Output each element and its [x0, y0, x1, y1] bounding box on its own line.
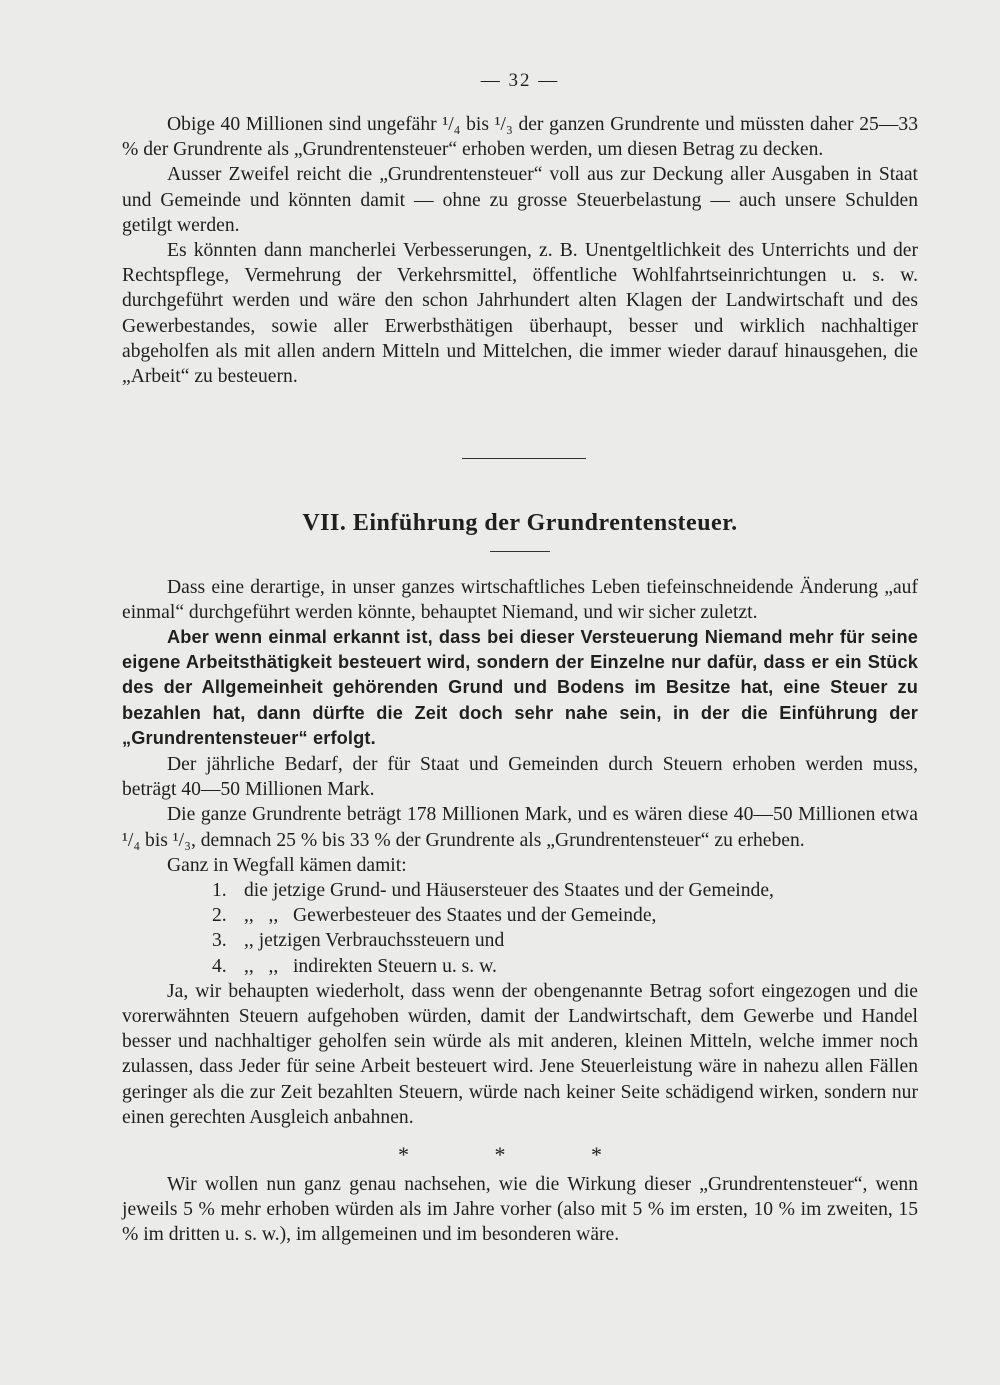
list-item: 3. ,, jetzigen Verbrauchssteuern und [212, 930, 505, 952]
list-item: 2. ,, ,, Gewerbesteuer des Staates und der Gemeinde, [212, 905, 657, 927]
heading-underline [490, 551, 550, 552]
paragraph: Es könnten dann mancherlei Verbesserungen, z. B. Unentgeltlichkeit des Unterrichts und der Rechtspflege, Vermehrung der Verkehrsmittel, öffentliche Wohlfahrtseinrichtungen u. s. w. durchgeführt werden und wäre den schon Jahrhundert alten Klagen der Landwirtschaft und des Gewerbestandes, sowie aller Erwerbsthätigen überhaupt, besser und wirklich nachhaltiger abgeholfen als mit allen andern Mitteln und Mittelchen, die immer wieder darauf hinausgehen, die „Arbeit“ zu besteuern. [122, 240, 918, 388]
tax-list [122, 878, 918, 979]
list-item: 1. die jetzige Grund- und Häusersteuer des Staates und der Gemeinde, [212, 880, 774, 902]
paragraph: Ja, wir behaupten wiederholt, dass wenn der obengenannte Betrag sofort eingezogen und die vorerwähnten Steuern aufgehoben würden, damit der Landwirtschaft, dem Gewerbe und Handel besser und nachhaltiger geholfen sein würde als mit anderen, kleinen Mitteln, welche immer noch zulassen, dass Jeder für seine Arbeit besteuert wird. Jene Steuerleistung wäre in nahezu allen Fällen geringer als die zur Zeit bezahlten Steuern, würde nach keiner Seite schädigend wirken, sondern nur einen gerechten Ausgleich anbahnen. [122, 980, 918, 1128]
section-separator: * * * [398, 1142, 642, 1167]
bold-paragraph-text: Aber wenn einmal erkannt ist, dass bei dieser Versteuerung Niemand mehr für seine eigene Arbeitsthätigkeit besteuert wird, sondern der Einzelne nur dafür, dass er ein Stück des der Allgemeinheit gehörenden Grund und Bodens im Besitze hat, eine Steuer zu bezahlen hat, dann dürfte die Zeit doch sehr nahe sein, in der die Einführung der „Grundrentensteuer“ erfolgt. [122, 627, 918, 748]
section-heading: VII. Einführung der Grundrentensteuer. [302, 510, 738, 536]
paragraph: Dass eine derartige, in unser ganzes wirtschaftliches Leben tiefeinschneidende Änderung „auf einmal“ durchgeführt werden könnte, behauptet Niemand, und wir sicher zuletzt. [122, 577, 918, 624]
paragraph: Der jährliche Bedarf, der für Staat und Gemeinden durch Steuern erhoben werden muss, beträgt 40—50 Millionen Mark. [122, 754, 918, 801]
section-text-3 [122, 752, 918, 1130]
divider-rule [462, 458, 586, 459]
paragraph: Ganz in Wegfall kämen damit: [167, 854, 407, 876]
section-text-1 [122, 112, 918, 389]
paragraph: Die ganze Grundrente beträgt 178 Millionen Mark, und es wären diese 40—50 Millionen etwa ¹/₄ bis ¹/₃, demnach 25 % bis 33 % der Grundrente als „Grundrentensteuer“ zu erheben. [122, 804, 918, 851]
section-text-4 [122, 1172, 918, 1248]
paragraph: Obige 40 Millionen sind ungefähr ¹/₄ bis ¹/₃ der ganzen Grundrente und müssten daher 25—33 % der Grundrente als „Grundrentensteuer“ erhoben werden, um diesen Betrag zu decken. [122, 114, 918, 161]
section-text-2 [122, 575, 918, 625]
emphasized-paragraph [122, 625, 918, 751]
paragraph: Ausser Zweifel reicht die „Grundrentensteuer“ voll aus zur Deckung aller Ausgaben in Staat und Gemeinde und könnten damit — ohne zu grosse Steuerbelastung — auch unsere Schulden getilgt werden. [122, 164, 918, 236]
paragraph: Wir wollen nun ganz genau nachsehen, wie die Wirkung dieser „Grundrentensteuer“, wenn jeweils 5 % mehr erhoben würden als im Jahre vorher (also mit 5 % im ersten, 10 % im zweiten, 15 % im dritten u. s. w.), im allgemeinen und im besonderen wäre. [122, 1174, 918, 1246]
list-item: 4. ,, ,, indirekten Steuern u. s. w. [212, 955, 497, 977]
page-number: — 32 — [480, 70, 560, 91]
